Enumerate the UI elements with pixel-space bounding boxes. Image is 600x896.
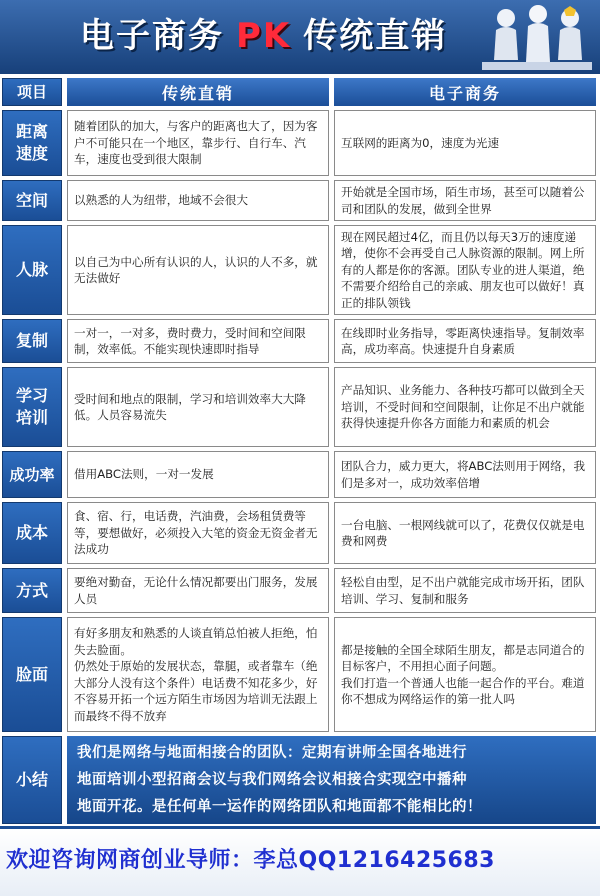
traditional-text: 有好多朋友和熟悉的人谈直销总怕被人拒绝，怕失去脸面。 仍然处于原始的发展状态，靠腿，或者靠车（绝大部分人没有这个条件）电话费不知花多少，好不容易开拓一个远方陌生市场因为培训无法跟上而最终不得不放弃	[74, 626, 318, 723]
ecommerce-text: 开始就是全国市场，陌生市场，甚至可以随着公司和团队的发展，做到全世界	[341, 185, 585, 216]
ecommerce-text: 一台电脑、一根网线就可以了，花费仅仅就是电费和网费	[341, 517, 585, 548]
ecommerce-text: 现在网民超过4亿，而且仍以每天3万的速度递增，使你不会再受自己人脉资源的限制。网上所有的人都是你的客源。团队专业的进人渠道，绝不需要介绍给自己的亲戚、朋友也可以做好！真正的排队领钱	[341, 229, 585, 310]
ecommerce-text: 在线即时业务指导，零距离快速指导。复制效率高，成功率高。快速提升自身素质	[341, 325, 585, 356]
footer	[0, 826, 600, 896]
summary-row	[2, 736, 598, 824]
title-pk: PK	[236, 16, 292, 56]
row-label: 成功率	[2, 451, 62, 498]
table-row	[2, 451, 598, 498]
ecommerce-cell	[334, 319, 596, 363]
traditional-text: 以自己为中心所有认识的人，认识的人不多，就无法做好	[74, 254, 318, 285]
traditional-cell	[67, 451, 329, 498]
ecommerce-cell	[334, 367, 596, 447]
traditional-text: 一对一，一对多，费时费力，受时间和空间限制，效率低。不能实现快速即时指导	[74, 325, 306, 356]
traditional-text: 以熟悉的人为纽带，地域不会很大	[74, 193, 248, 208]
page-title	[80, 8, 448, 56]
summary-text: 我们是网络与地面相接合的团队：定期有讲师全国各地进行 地面培训小型招商会议与我们网络会议相接合实现空中播种 地面开花。是任何单一运作的网络团队和地面都不能相比的！	[67, 736, 596, 824]
header-banner	[0, 0, 600, 74]
ecommerce-text: 互联网的距离为0，速度为光速	[341, 135, 500, 150]
traditional-cell	[67, 110, 329, 176]
row-label: 空间	[2, 180, 62, 221]
traditional-cell	[67, 617, 329, 732]
ecommerce-text: 都是接触的全国全球陌生朋友，都是志同道合的目标客户，不用担心面子问题。 我们打造一个普通人也能一起合作的平台。难道你不想成为网络运作的第一批人吗	[341, 642, 585, 706]
title-right: 传统直销	[303, 16, 448, 56]
traditional-text: 食、宿、行，电话费，汽油费，会场租赁费等等，要想做好，必须投入大笔的资金无资金者无法成功	[74, 509, 318, 557]
table-row	[2, 502, 598, 564]
row-label: 学习 培训	[2, 367, 62, 447]
ecommerce-text: 团队合力，威力更大，将ABC法则用于网络，我们是多对一，成功效率倍增	[341, 459, 586, 490]
header-ecommerce: 电子商务	[334, 78, 596, 106]
ecommerce-cell	[334, 110, 596, 176]
traditional-text: 随着团队的加大，与客户的距离也大了，因为客户不可能只在一个地区，靠步行、自行车、汽车，速度也受到很大限制	[74, 119, 318, 167]
ecommerce-cell	[334, 180, 596, 221]
row-label: 方式	[2, 568, 62, 613]
traditional-cell	[67, 367, 329, 447]
ecommerce-text: 轻松自由型，足不出户就能完成市场开拓，团队培训、学习、复制和服务	[341, 575, 585, 606]
traditional-cell	[67, 502, 329, 564]
traditional-cell	[67, 225, 329, 315]
row-label: 脸面	[2, 617, 62, 732]
traditional-text: 受时间和地点的限制，学习和培训效率大大降低。人员容易流失	[74, 391, 306, 422]
table-row	[2, 319, 598, 363]
traditional-text: 要绝对勤奋，无论什么情况都要出门服务，发展人员	[74, 575, 318, 606]
table-row	[2, 568, 598, 613]
traditional-cell	[67, 568, 329, 613]
figures-illustration	[482, 4, 592, 70]
title-left: 电子商务	[80, 16, 224, 56]
traditional-cell	[67, 319, 329, 363]
table-row	[2, 617, 598, 732]
traditional-text: 借用ABC法则，一对一发展	[74, 467, 214, 482]
row-label: 人脉	[2, 225, 62, 315]
ecommerce-cell	[334, 451, 596, 498]
traditional-cell	[67, 180, 329, 221]
ecommerce-cell	[334, 502, 596, 564]
row-label: 成本	[2, 502, 62, 564]
table-header-row	[2, 78, 598, 106]
row-label: 复制	[2, 319, 62, 363]
table-row	[2, 180, 598, 221]
ecommerce-cell	[334, 568, 596, 613]
table-row	[2, 110, 598, 176]
ecommerce-text: 产品知识、业务能力、各种技巧都可以做到全天培训，不受时间和空间限制，让你足不出户就能获得快速提升你各方面能力和素质的机会	[341, 383, 585, 431]
ecommerce-cell	[334, 225, 596, 315]
ecommerce-cell	[334, 617, 596, 732]
header-traditional: 传统直销	[67, 78, 329, 106]
header-item: 项目	[2, 78, 62, 106]
row-label: 距离 速度	[2, 110, 62, 176]
table-row	[2, 225, 598, 315]
summary-label: 小结	[2, 736, 62, 824]
table-row	[2, 367, 598, 447]
contact-text: 欢迎咨询网商创业导师：李总QQ1216425683	[6, 848, 495, 873]
comparison-table	[0, 74, 600, 826]
